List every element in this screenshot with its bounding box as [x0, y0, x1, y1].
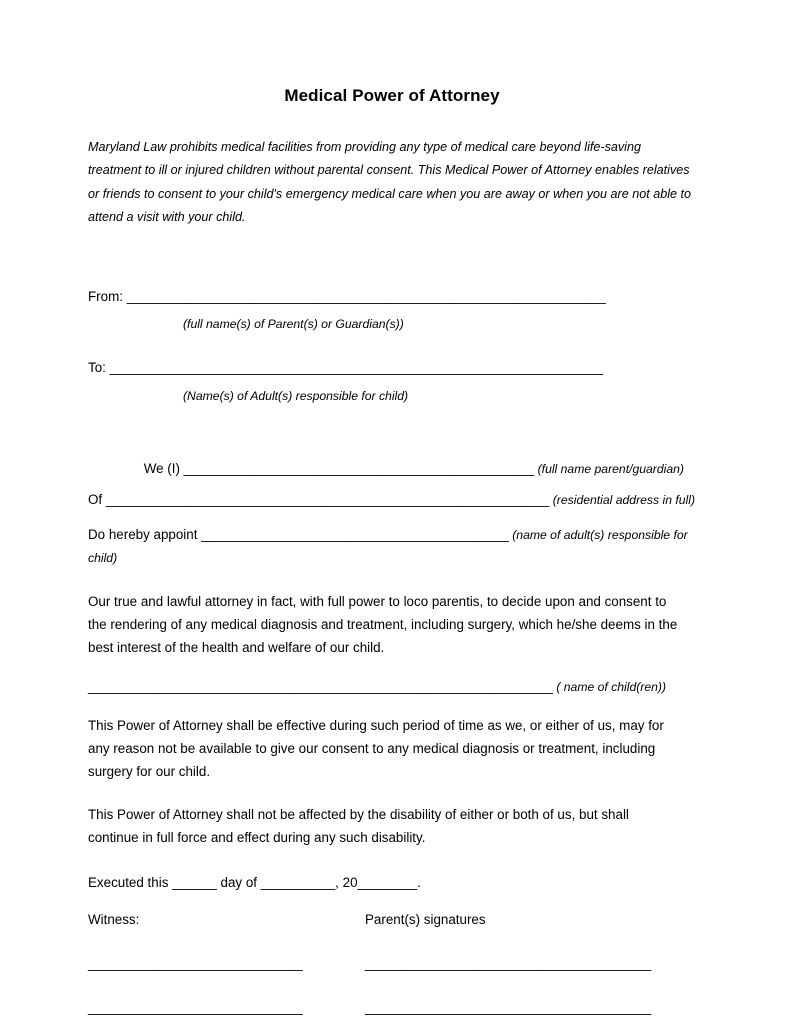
to-caption: (Name(s) of Adult(s) responsible for child)	[183, 388, 409, 403]
from-label: From:	[88, 288, 123, 304]
signature-headings	[88, 912, 696, 932]
child-field-row	[88, 679, 696, 694]
intro-paragraph: Maryland Law prohibits medical facilities from providing any type of medical care beyond life-saving treatment to ill or injured children without parental consent. This Medical Power of Attorney enables relatives or friends to consent to your child's emergency medical care when you are away or when you are not able to attend a visit with your child.	[88, 140, 692, 224]
executed-line[interactable]: Executed this ______ day of __________, 20________.	[88, 874, 421, 890]
we-note: (full name parent/guardian)	[537, 461, 684, 476]
appoint-note: (name of adult(s) responsible for child)	[88, 527, 688, 566]
of-field-row	[88, 492, 696, 507]
we-blank-line[interactable]: _________________________________________________	[183, 460, 534, 476]
signature-rows	[88, 956, 696, 1022]
parent-signature-line-2[interactable]: ________________________________________	[365, 999, 651, 1015]
spacer	[88, 403, 696, 461]
paragraph-disability: This Power of Attorney shall not be affected by the disability of either or both of us, but shall continue in full force and effect during any such disability.	[88, 806, 629, 845]
to-field-row	[88, 357, 696, 378]
child-blank-line[interactable]: _________________________________________________________________	[88, 678, 553, 694]
document-body	[88, 80, 696, 1022]
we-field-row	[88, 461, 696, 476]
paragraph-attorney: Our true and lawful attorney in fact, with full power to loco parentis, to decide upon and consent to the rendering of any medical diagnosis and treatment, including surgery, which he/she deems in the best interest of the health and welfare of our child.	[88, 593, 678, 655]
to-blank-line[interactable]: _____________________________________________________________________	[109, 360, 603, 376]
spacer	[88, 331, 696, 357]
signature-row	[88, 956, 696, 1000]
from-field-row	[88, 286, 696, 307]
from-caption: (full name(s) of Parent(s) or Guardian(s))	[183, 317, 404, 332]
appoint-field-row	[88, 523, 696, 570]
spacer	[88, 242, 696, 286]
to-label: To:	[88, 360, 106, 376]
appoint-label: Do hereby appoint	[88, 526, 198, 542]
from-blank-line[interactable]: ___________________________________________________________________	[126, 288, 606, 304]
of-blank-line[interactable]: ______________________________________________________________	[105, 491, 550, 507]
we-label: We (I)	[143, 460, 180, 476]
of-note: (residential address in full)	[552, 492, 696, 507]
of-label: Of	[88, 491, 103, 507]
witness-label: Witness:	[88, 911, 140, 927]
appoint-blank-line[interactable]: ___________________________________________	[201, 526, 509, 542]
parents-signatures-label: Parent(s) signatures	[365, 911, 486, 927]
witness-signature-line-2[interactable]: ______________________________	[88, 999, 303, 1015]
witness-signature-line-1[interactable]: ______________________________	[88, 955, 303, 971]
paragraph-effective: This Power of Attorney shall be effective during such period of time as we, or either of us, may for any reason not be available to give our consent to any medical diagnosis or treatment, including surgery for our child.	[88, 717, 664, 779]
page-title: Medical Power of Attorney	[284, 86, 500, 105]
child-note: ( name of child(ren))	[556, 679, 667, 694]
parent-signature-line-1[interactable]: ________________________________________	[365, 955, 651, 971]
signature-row	[88, 1000, 696, 1022]
